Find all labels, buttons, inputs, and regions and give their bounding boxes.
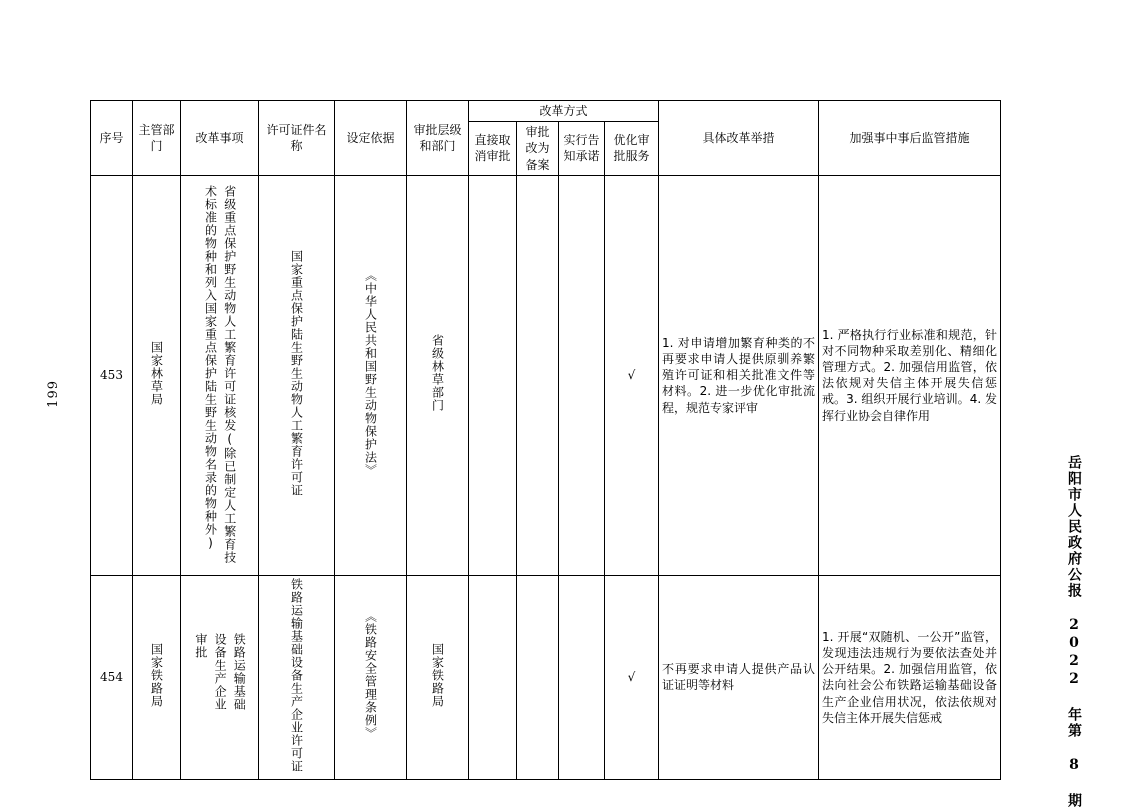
header-reform-mode-group: 改革方式 bbox=[469, 101, 659, 122]
cell-mode-commitment bbox=[559, 575, 605, 779]
table-row bbox=[91, 175, 1001, 575]
cell-approval-level-text: 省级林草部门 bbox=[430, 334, 445, 413]
header-mode-to-record: 审批改为备案 bbox=[517, 122, 559, 176]
header-reform-item: 改革事项 bbox=[181, 101, 259, 176]
cell-measures: 1. 对申请增加繁育种类的不再要求申请人提供原驯养繁殖许可证和相关批准文件等材料。2. 进一步优化审批流程，规范专家评审 bbox=[659, 175, 819, 575]
cell-dept-text: 国家铁路局 bbox=[149, 642, 164, 708]
cell-dept-text: 国家林草局 bbox=[149, 340, 164, 406]
header-dept: 主管部门 bbox=[133, 101, 181, 176]
cell-mode-cancel bbox=[469, 575, 517, 779]
header-mode-commitment: 实行告知承诺 bbox=[559, 122, 605, 176]
page-footer-text: 岳阳市人民政府公报 2022 年第 8 期 bbox=[1066, 455, 1082, 809]
cell-reform-item bbox=[181, 175, 259, 575]
table-header-row-1 bbox=[91, 101, 1001, 122]
cell-mode-to-record bbox=[517, 175, 559, 575]
cell-seq: 453 bbox=[91, 175, 133, 575]
cell-mode-optimize: √ bbox=[605, 175, 659, 575]
header-approval-level: 审批层级和部门 bbox=[407, 101, 469, 176]
cell-basis bbox=[335, 575, 407, 779]
header-license-name: 许可证件名称 bbox=[259, 101, 335, 176]
header-mode-optimize: 优化审批服务 bbox=[605, 122, 659, 176]
cell-basis-text: 《中华人民共和国野生动物保护法》 bbox=[363, 269, 378, 478]
reform-items-table-wrapper bbox=[90, 100, 998, 780]
cell-approval-level bbox=[407, 175, 469, 575]
cell-license-name bbox=[259, 575, 335, 779]
cell-approval-level-text: 国家铁路局 bbox=[430, 642, 445, 708]
cell-license-name-text: 国家重点保护陆生野生动物人工繁育许可证 bbox=[289, 249, 304, 497]
header-mode-cancel: 直接取消审批 bbox=[469, 122, 517, 176]
cell-supervision: 1. 开展“双随机、一公开”监管，发现违法违规行为要依法查处并公开结果。2. 加强信用监管，依法向社会公布铁路运输基础设备生产企业信用状况，依法依规对失信主体开展失信惩戒 bbox=[819, 575, 1001, 779]
reform-items-table bbox=[90, 100, 1001, 780]
cell-seq: 454 bbox=[91, 575, 133, 779]
cell-dept bbox=[133, 175, 181, 575]
cell-reform-item bbox=[181, 575, 259, 779]
header-measures: 具体改革举措 bbox=[659, 101, 819, 176]
header-seq: 序号 bbox=[91, 101, 133, 176]
cell-measures: 不再要求申请人提供产品认证证明等材料 bbox=[659, 575, 819, 779]
cell-supervision: 1. 严格执行行业标准和规范，针对不同物种采取差别化、精细化管理方式。2. 加强信用监管，依法依规对失信主体开展失信惩戒。3. 组织开展行业培训。4. 发挥行业协会自律作用 bbox=[819, 175, 1001, 575]
cell-license-name-text: 铁路运输基础设备生产企业许可证 bbox=[289, 577, 304, 773]
cell-basis bbox=[335, 175, 407, 575]
cell-license-name bbox=[259, 175, 335, 575]
cell-reform-item-text: 铁路运输基础设备生产企业审批 bbox=[193, 633, 247, 712]
cell-mode-to-record bbox=[517, 575, 559, 779]
page-number: 199 bbox=[46, 380, 61, 408]
cell-mode-cancel bbox=[469, 175, 517, 575]
cell-mode-commitment bbox=[559, 175, 605, 575]
cell-dept bbox=[133, 575, 181, 779]
header-basis: 设定依据 bbox=[335, 101, 407, 176]
cell-basis-text: 《铁路安全管理条例》 bbox=[363, 610, 378, 741]
cell-approval-level bbox=[407, 575, 469, 779]
cell-reform-item-text: 省级重点保护野生动物人工繁育许可证核发(除已制定人工繁育技术标准的物种和列入国家重点保护陆生野生动物名录的物种外) bbox=[203, 185, 237, 565]
cell-mode-optimize: √ bbox=[605, 575, 659, 779]
table-row bbox=[91, 575, 1001, 779]
header-supervision: 加强事中事后监管措施 bbox=[819, 101, 1001, 176]
